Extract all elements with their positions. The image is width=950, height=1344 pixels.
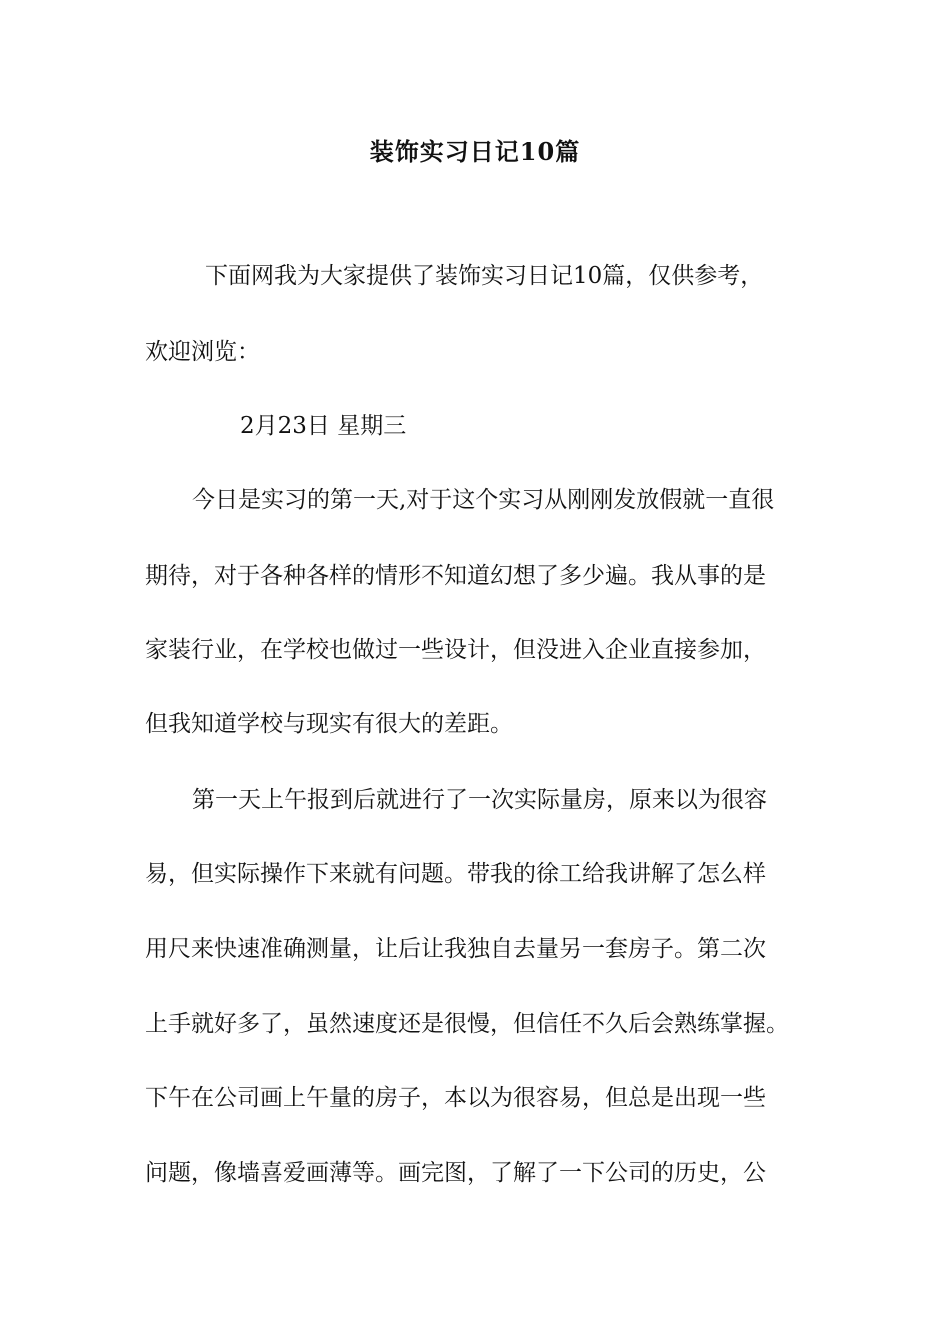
paragraph-line: 今日是实习的第一天,对于这个实习从刚刚发放假就一直很 [192, 487, 775, 513]
paragraph-line: 用尺来快速准确测量，让后让我独自去量另一套房子。第二次 [145, 936, 766, 962]
document-title: 装饰实习日记10篇 [369, 137, 581, 166]
paragraph-line: 家装行业，在学校也做过一些设计，但没进入企业直接参加， [145, 637, 766, 663]
diary-date: 2月23日 星期三 [240, 413, 407, 439]
paragraph-line: 易，但实际操作下来就有问题。带我的徐工给我讲解了怎么样 [145, 861, 766, 887]
paragraph-line: 期待，对于各种各样的情形不知道幻想了多少遍。我从事的是 [145, 563, 766, 589]
paragraph-line: 下午在公司画上午量的房子，本以为很容易，但总是出现一些 [145, 1085, 766, 1111]
paragraph-line: 欢迎浏览： [145, 339, 260, 365]
paragraph-line: 但我知道学校与现实有很大的差距。 [145, 711, 513, 737]
paragraph-line: 下面网我为大家提供了装饰实习日记10篇，仅供参考， [205, 263, 764, 289]
paragraph-line: 第一天上午报到后就进行了一次实际量房，原来以为很容 [192, 787, 767, 813]
paragraph-line: 问题，像墙喜爱画薄等。画完图，了解了一下公司的历史，公 [145, 1160, 766, 1186]
paragraph-line: 上手就好多了，虽然速度还是很慢，但信任不久后会熟练掌握。 [145, 1011, 789, 1037]
